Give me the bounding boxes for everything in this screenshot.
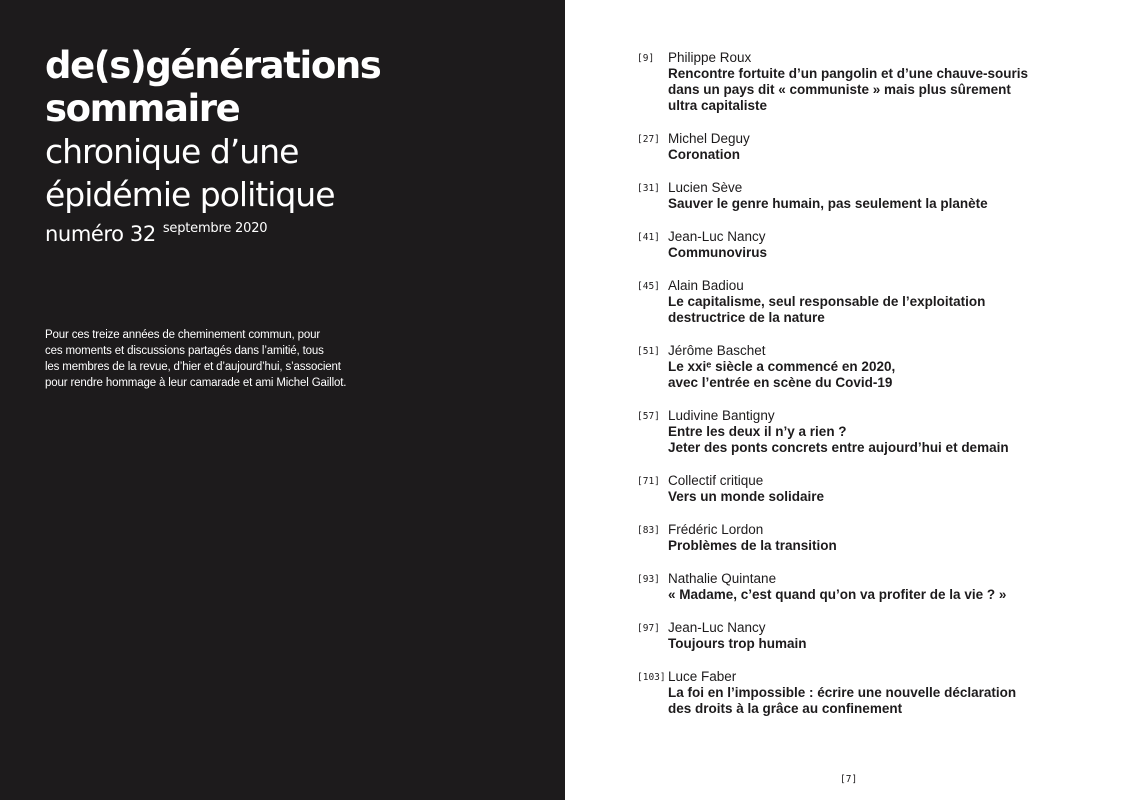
toc-article-title: La foi en l’impossible : écrire une nouvelle déclaration xyxy=(668,685,1017,700)
toc-page-number: [51] xyxy=(637,346,660,357)
toc-article-title: Le capitalisme, seul responsable de l’exploitation xyxy=(668,294,986,309)
toc-article-title: des droits à la grâce au confinement xyxy=(668,701,903,716)
toc-author: Alain Badiou xyxy=(668,278,744,293)
toc-page-number: [83] xyxy=(637,525,660,536)
toc-entry xyxy=(637,522,1107,554)
toc-page-number: [103] xyxy=(637,672,666,683)
dedication-line: Pour ces treize années de cheminement commun, pour xyxy=(45,329,321,341)
toc-page-number: [93] xyxy=(637,574,660,585)
toc-article-title: dans un pays dit « communiste » mais plus sûrement xyxy=(668,82,1011,97)
toc-entry xyxy=(637,50,1107,114)
toc-article-title: Jeter des ponts concrets entre aujourd’hui et demain xyxy=(668,440,1009,455)
toc-article-title: Coronation xyxy=(668,147,740,162)
toc-page-number: [97] xyxy=(637,623,660,634)
toc-page-number: [9] xyxy=(637,53,655,64)
toc-author: Jean-Luc Nancy xyxy=(668,620,766,635)
toc-page-number: [71] xyxy=(637,476,660,487)
toc-article-title: Le xxiᵉ siècle a commencé en 2020, xyxy=(668,359,896,374)
page-folio: [7] xyxy=(840,774,858,785)
toc-author: Michel Deguy xyxy=(668,131,750,146)
toc-author: Nathalie Quintane xyxy=(668,571,777,586)
toc-article-title: avec l’entrée en scène du Covid-19 xyxy=(668,375,893,390)
issue-number: numéro 32 xyxy=(45,222,156,246)
journal-title: de(s)générations xyxy=(45,44,381,87)
issue-info xyxy=(45,220,380,248)
toc-entry xyxy=(637,180,1107,212)
subtitle-line-2: épidémie politique xyxy=(45,175,335,214)
table-of-contents xyxy=(637,50,1107,734)
toc-article-title: destructrice de la nature xyxy=(668,310,825,325)
title-block xyxy=(45,44,380,248)
section-title: sommaire xyxy=(45,87,240,130)
toc-page-number: [27] xyxy=(637,134,660,145)
toc-author: Jérôme Baschet xyxy=(668,343,766,358)
toc-article-title: Toujours trop humain xyxy=(668,636,807,651)
toc-author: Frédéric Lordon xyxy=(668,522,764,537)
toc-article-title: ultra capitaliste xyxy=(668,98,768,113)
toc-author: Collectif critique xyxy=(668,473,764,488)
toc-entry xyxy=(637,131,1107,163)
toc-article-title: Vers un monde solidaire xyxy=(668,489,825,504)
toc-author: Jean-Luc Nancy xyxy=(668,229,766,244)
toc-article-title: Problèmes de la transition xyxy=(668,538,837,553)
toc-entry xyxy=(637,571,1107,603)
toc-article-title: Rencontre fortuite d’un pangolin et d’une chauve-souris xyxy=(668,66,1029,81)
subtitle-line-1: chronique d’une xyxy=(45,132,299,171)
toc-entry xyxy=(637,408,1107,456)
dedication-line: les membres de la revue, d’hier et d’aujourd’hui, s’associent xyxy=(45,361,341,373)
toc-page-number: [57] xyxy=(637,411,660,422)
toc-author: Luce Faber xyxy=(668,669,737,684)
toc-entry xyxy=(637,473,1107,505)
toc-article-title: Sauver le genre humain, pas seulement la planète xyxy=(668,196,988,211)
toc-article-title: « Madame, c’est quand qu’on va profiter de la vie ? » xyxy=(668,587,1007,602)
contents-page xyxy=(565,0,1129,800)
toc-entry xyxy=(637,620,1107,652)
dedication-line: ces moments et discussions partagés dans l’amitié, tous xyxy=(45,345,324,357)
toc-page-number: [31] xyxy=(637,183,660,194)
toc-entry xyxy=(637,229,1107,261)
dedication-line: pour rendre hommage à leur camarade et ami Michel Gaillot. xyxy=(45,377,347,389)
toc-article-title: Entre les deux il n’y a rien ? xyxy=(668,424,847,439)
toc-page-number: [41] xyxy=(637,232,660,243)
toc-entry xyxy=(637,669,1107,717)
toc-author: Ludivine Bantigny xyxy=(668,408,775,423)
toc-entry xyxy=(637,278,1107,326)
toc-article-title: Communovirus xyxy=(668,245,768,260)
issue-date: septembre 2020 xyxy=(162,221,268,236)
toc-author: Philippe Roux xyxy=(668,50,752,65)
toc-entry xyxy=(637,343,1107,391)
toc-page-number: [45] xyxy=(637,281,660,292)
dedication xyxy=(45,327,405,391)
toc-author: Lucien Sève xyxy=(668,180,743,195)
